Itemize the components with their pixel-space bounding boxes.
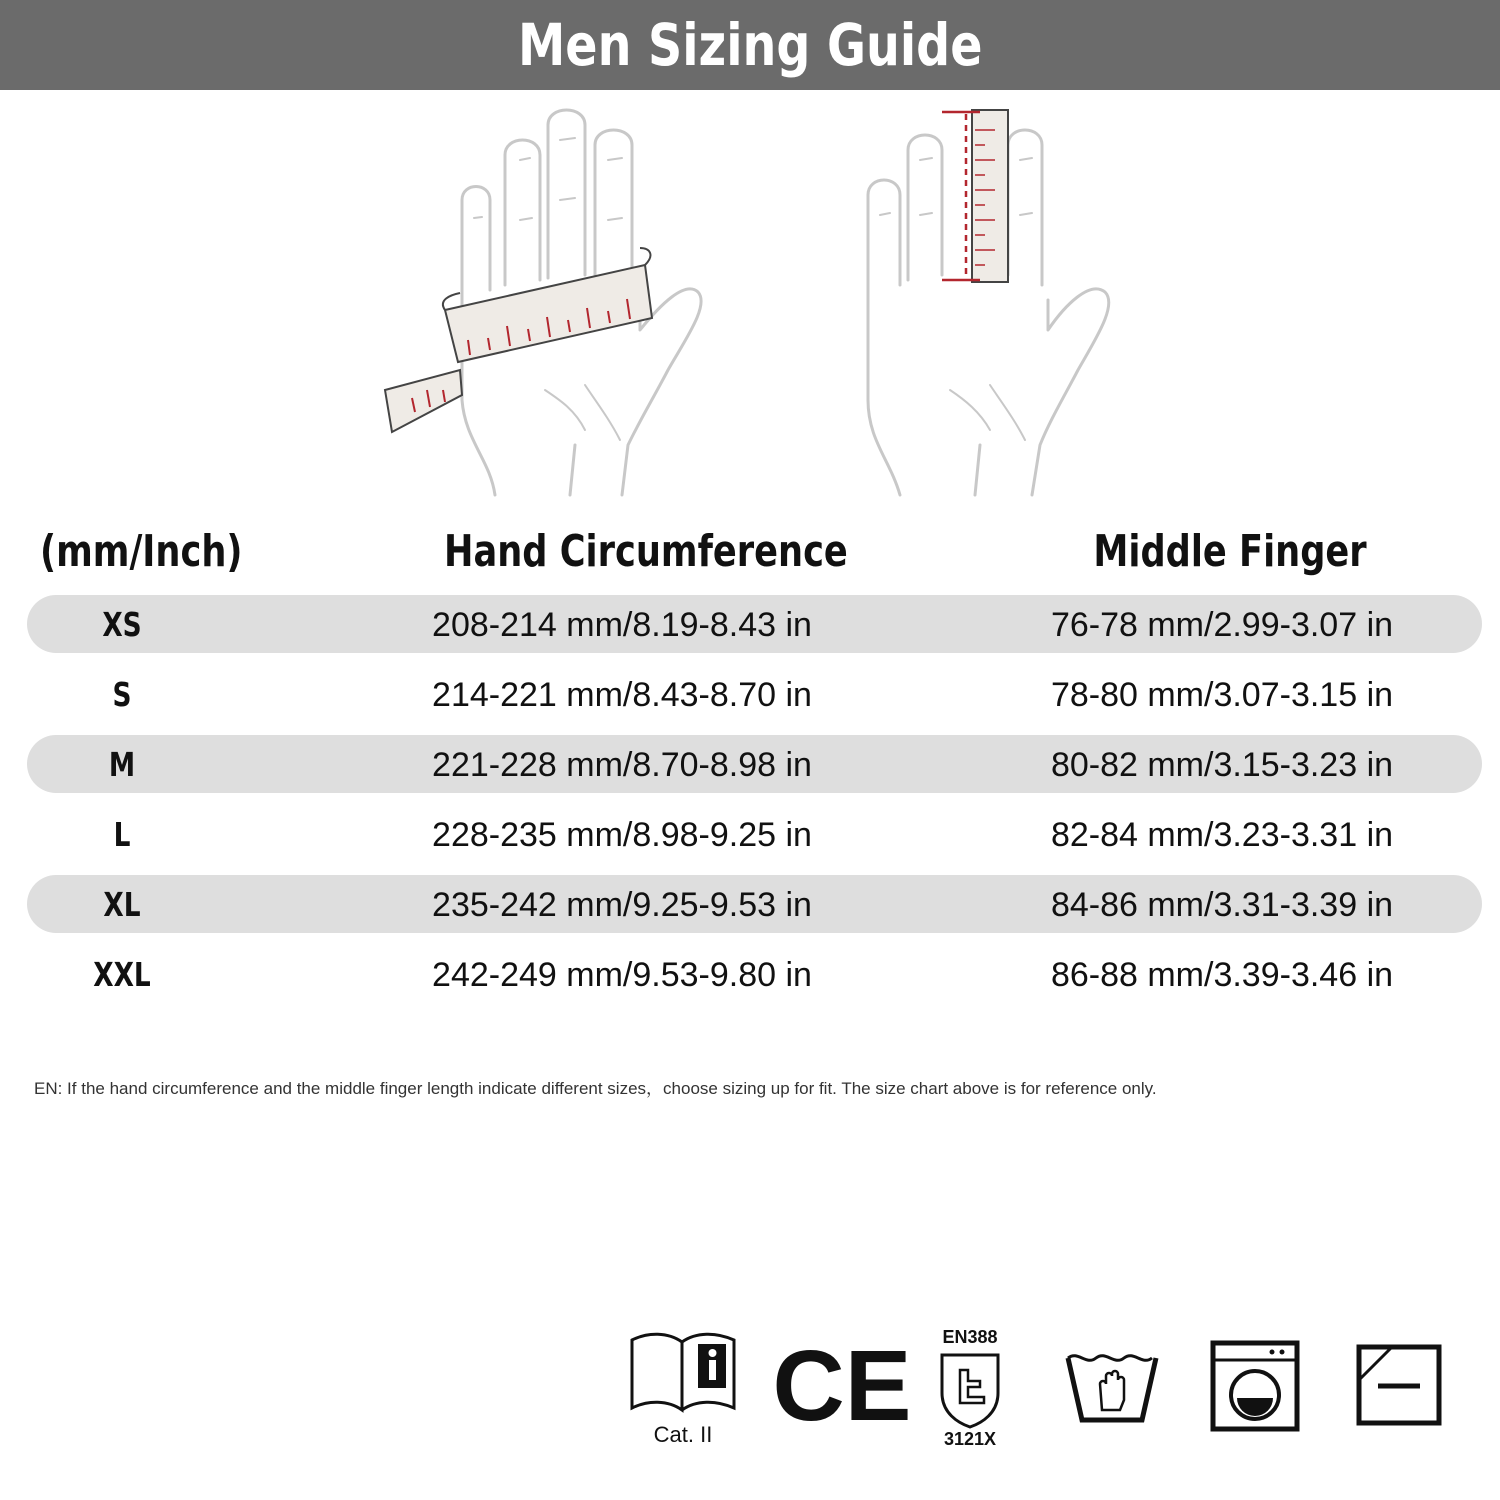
washing-machine-icon bbox=[1210, 1340, 1300, 1432]
hand-value: 242-249 mm/9.53-9.80 in bbox=[432, 956, 812, 994]
hand-value: 221-228 mm/8.70-8.98 in bbox=[432, 746, 812, 784]
title-banner bbox=[0, 0, 1500, 90]
unit-header: (mm/Inch) bbox=[40, 526, 243, 577]
finger-value: 76-78 mm/2.99-3.07 in bbox=[1050, 606, 1394, 644]
table-row bbox=[27, 945, 1482, 1003]
hand-value: 228-235 mm/8.98-9.25 in bbox=[432, 816, 812, 854]
hand-circumference-illustration bbox=[370, 100, 730, 500]
size-label: M bbox=[108, 745, 136, 784]
hand-value: 214-221 mm/8.43-8.70 in bbox=[432, 676, 812, 714]
hand-value: 208-214 mm/8.19-8.43 in bbox=[432, 606, 812, 644]
finger-value: 80-82 mm/3.15-3.23 in bbox=[1050, 746, 1394, 784]
size-table bbox=[27, 595, 1482, 1015]
finger-value: 84-86 mm/3.31-3.39 in bbox=[1050, 886, 1394, 924]
ce-mark-icon bbox=[772, 1330, 912, 1442]
finger-value: 78-80 mm/3.07-3.15 in bbox=[1050, 676, 1394, 714]
manual-label: Cat. II bbox=[653, 1422, 713, 1447]
manual-book-icon bbox=[628, 1330, 738, 1450]
hand-wash-icon bbox=[1062, 1340, 1162, 1430]
en388-label: EN388 bbox=[942, 1327, 998, 1347]
table-row bbox=[27, 595, 1482, 653]
sizing-note: EN: If the hand circumference and the middle finger length indicate different sizes，choose sizing up for fit. The size chart above is for reference only. bbox=[34, 1079, 1157, 1098]
size-label: XXL bbox=[93, 955, 151, 994]
measuring-tape bbox=[385, 248, 652, 432]
finger-value: 86-88 mm/3.39-3.46 in bbox=[1050, 956, 1394, 994]
dry-flat-icon bbox=[1356, 1344, 1442, 1426]
middle-finger-illustration bbox=[850, 100, 1130, 500]
finger-value: 82-84 mm/3.23-3.31 in bbox=[1050, 816, 1394, 854]
table-row bbox=[27, 735, 1482, 793]
hand-value: 235-242 mm/9.25-9.53 in bbox=[432, 886, 812, 924]
size-label: L bbox=[113, 815, 131, 854]
size-label: S bbox=[112, 675, 132, 714]
table-row bbox=[27, 875, 1482, 933]
table-row bbox=[27, 805, 1482, 863]
ce-label: CE bbox=[772, 1330, 912, 1442]
middle-finger-header: Middle Finger bbox=[1093, 526, 1367, 577]
en388-shield-icon bbox=[930, 1325, 1010, 1450]
size-label: XS bbox=[102, 605, 142, 644]
ruler bbox=[942, 110, 1008, 282]
table-row bbox=[27, 665, 1482, 723]
hand-circumference-header: Hand Circumference bbox=[444, 526, 848, 577]
size-label: XL bbox=[103, 885, 141, 924]
en388-code: 3121X bbox=[943, 1429, 997, 1449]
page-title: Men Sizing Guide bbox=[517, 11, 983, 79]
